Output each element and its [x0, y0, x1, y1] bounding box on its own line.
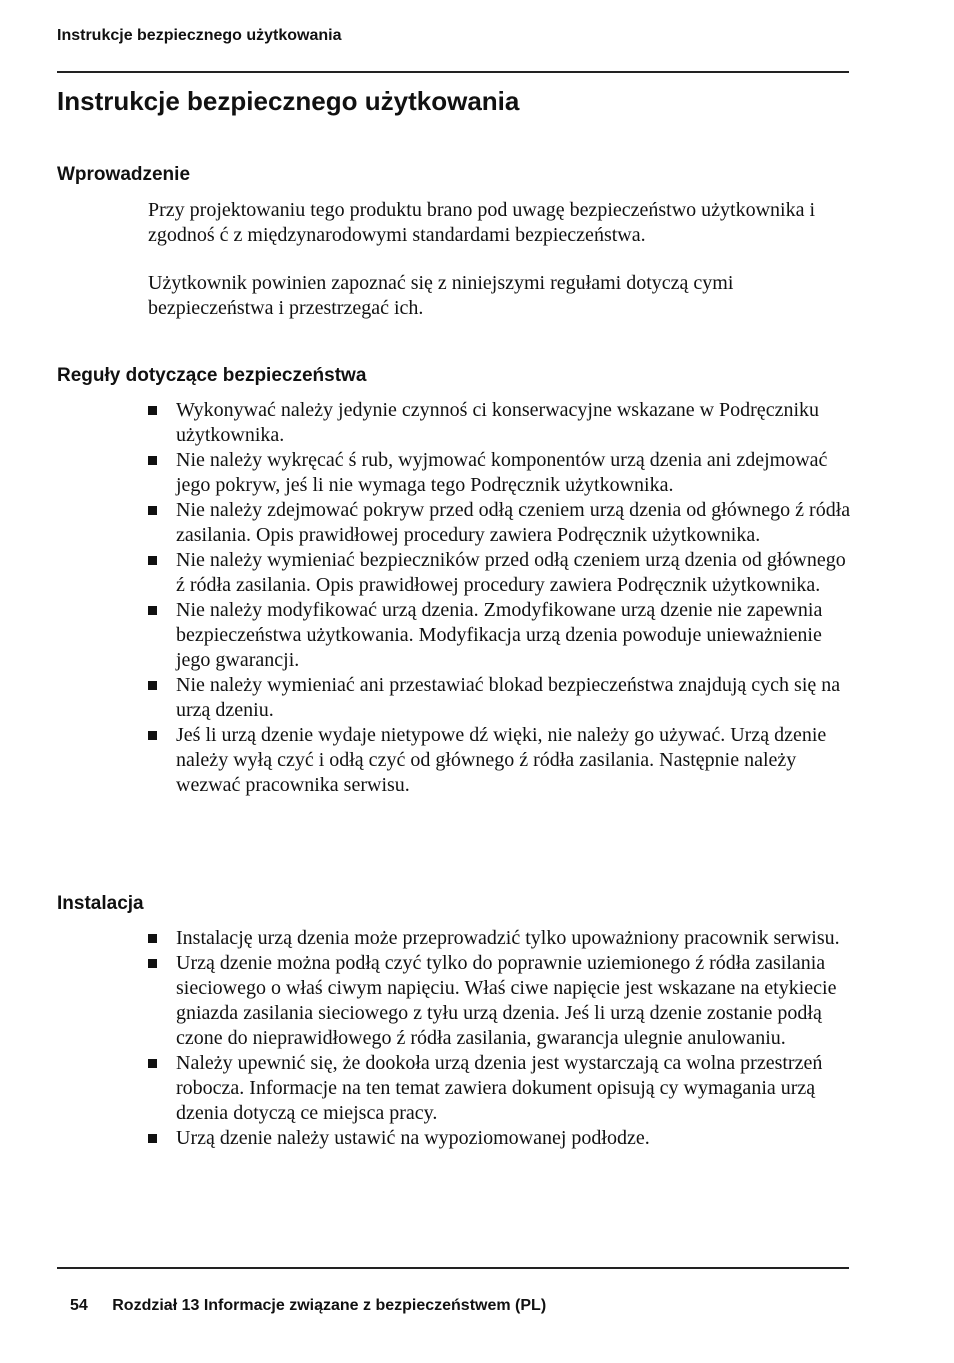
list-item-text: Nie należy modyfikować urzą dzenia. Zmodyfikowane urzą dzenie nie zapewnia bezpieczeństwa użytkowania. Modyfikacja urzą dzenia powoduje unieważnienie jego gwarancji. — [176, 599, 823, 671]
bullet-square-icon — [148, 1059, 157, 1068]
safety-rules-list — [148, 398, 853, 798]
page-number: 54 — [70, 1297, 88, 1314]
list-item-text: Urzą dzenie należy ustawić na wypoziomowanej podłodze. — [176, 1127, 650, 1149]
bullet-square-icon — [148, 606, 157, 615]
list-item-text: Nie należy zdejmować pokryw przed odłą czeniem urzą dzenia od głównego ź ródła zasilania. Opis prawidłowej procedury zawiera Podręcznik użytkownika. — [176, 499, 851, 546]
list-item — [148, 673, 853, 723]
intro-paragraph-1: Przy projektowaniu tego produktu brano pod uwagę bezpieczeństwo użytkownika i zgodnoś ć z międzynarodowymi standardami bezpieczeństwa. — [148, 199, 816, 246]
list-item-text: Instalację urzą dzenia może przeprowadzić tylko upoważniony pracownik serwisu. — [176, 927, 840, 949]
list-item-text: Urzą dzenie można podłą czyć tylko do poprawnie uziemionego ź ródła zasilania sieciowego o właś ciwym napięciu. Właś ciwe napięcie jest wskazane na etykiecie gniazda zasilania sieciowego z tyłu urzą dzenia. Jeś li urzą dzenie zostanie podłą czone do nieprawidłowego ź ródła zasilania, gwarancja ulegnie anulowaniu. — [176, 952, 837, 1049]
list-item — [148, 398, 853, 448]
bullet-square-icon — [148, 406, 157, 415]
bullet-square-icon — [148, 456, 157, 465]
list-item — [148, 1126, 853, 1151]
page-title: Instrukcje bezpiecznego użytkowania — [57, 86, 520, 116]
section-heading-safety-rules: Reguły dotyczące bezpieczeństwa — [57, 365, 367, 386]
installation-list — [148, 926, 853, 1151]
bullet-square-icon — [148, 506, 157, 515]
list-item — [148, 723, 853, 798]
list-item — [148, 548, 853, 598]
list-item-text: Nie należy wykręcać ś rub, wyjmować komponentów urzą dzenia ani zdejmować jego pokryw, jeś li nie wymaga tego Podręcznik użytkownika. — [176, 449, 828, 496]
list-item-text: Wykonywać należy jedynie czynnoś ci konserwacyjne wskazane w Podręczniku użytkownika. — [176, 399, 819, 446]
list-item-text: Nie należy wymieniać ani przestawiać blokad bezpieczeństwa znajdują cych się na urzą dzeniu. — [176, 674, 841, 721]
intro-paragraph-2: Użytkownik powinien zapoznać się z niniejszymi regułami dotyczą cymi bezpieczeństwa i przestrzegać ich. — [148, 272, 734, 319]
section-heading-instalacja: Instalacja — [57, 893, 144, 914]
bullet-square-icon — [148, 681, 157, 690]
chapter-title: Rozdział 13 Informacje związane z bezpieczeństwem (PL) — [112, 1297, 547, 1314]
list-item — [148, 1051, 853, 1126]
list-item-text: Należy upewnić się, że dookoła urzą dzenia jest wystarczają ca wolna przestrzeń robocza. Informacje na ten temat zawiera dokument opisują cy wymagania urzą dzenia dotyczą ce miejsca pracy. — [176, 1052, 823, 1124]
running-header: Instrukcje bezpiecznego użytkowania — [57, 27, 342, 44]
list-item — [148, 498, 853, 548]
bullet-square-icon — [148, 731, 157, 740]
list-item — [148, 926, 853, 951]
bullet-square-icon — [148, 556, 157, 565]
footer-rule — [57, 1267, 849, 1269]
list-item — [148, 951, 853, 1051]
list-item-text: Nie należy wymieniać bezpieczników przed odłą czeniem urzą dzenia od głównego ź ródła zasilania. Opis prawidłowej procedury zawiera Podręcznik użytkownika. — [176, 549, 846, 596]
list-item — [148, 598, 853, 673]
page-footer — [70, 1297, 546, 1315]
header-rule — [57, 71, 849, 73]
bullet-square-icon — [148, 1134, 157, 1143]
list-item — [148, 448, 853, 498]
list-item-text: Jeś li urzą dzenie wydaje nietypowe dź więki, nie należy go używać. Urzą dzenie należy wyłą czyć i odłą czyć od głównego ź ródła zasilania. Następnie należy wezwać pracownika serwisu. — [176, 724, 827, 796]
bullet-square-icon — [148, 959, 157, 968]
bullet-square-icon — [148, 934, 157, 943]
section-heading-wprowadzenie: Wprowadzenie — [57, 164, 191, 185]
